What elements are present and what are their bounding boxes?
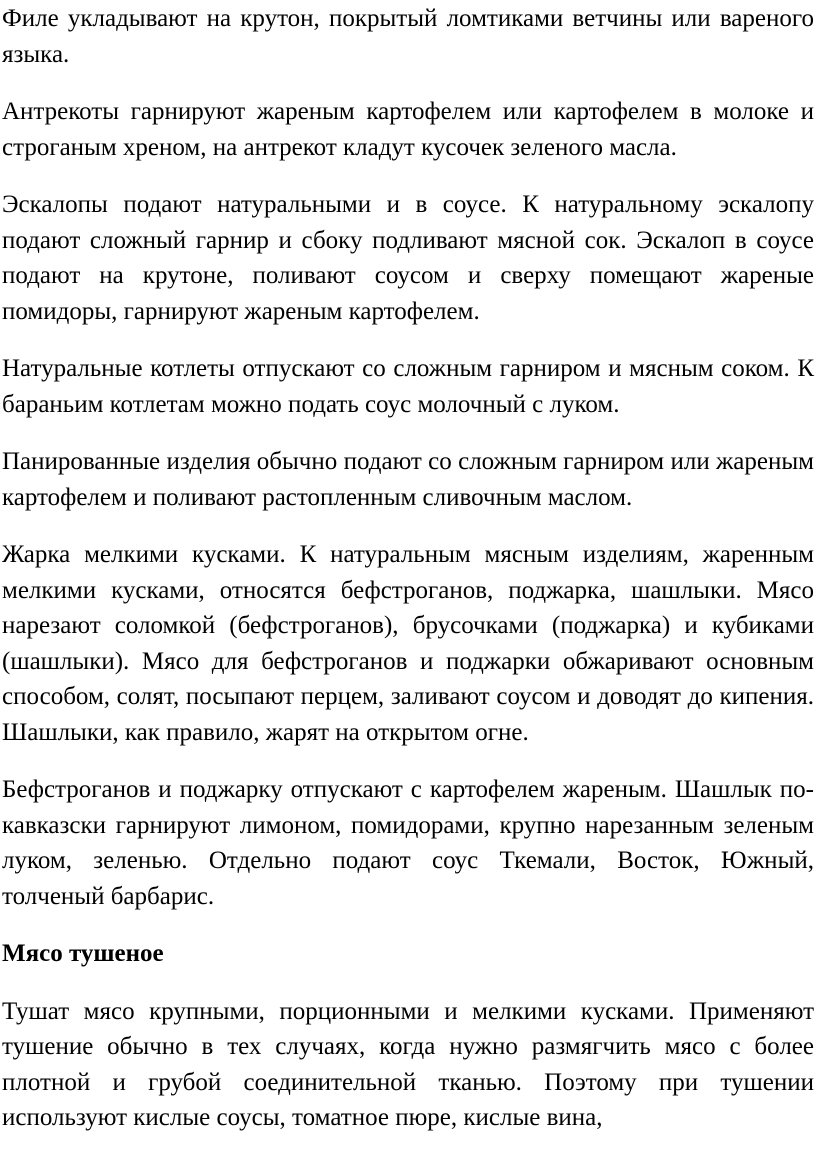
paragraph-eskalopy: Эскалопы подают натуральными и в соусе. К натуральному эскалопу подают сложный гарнир и сбоку подливают мясной сок. Эскалоп в соусе подают на крутоне, поливают соусом и сверху помещают жареные помидоры, гарнируют жареным картофелем.	[2, 191, 814, 325]
paragraph-zharka: Жарка мелкими кусками. К натуральным мясным изделиям, жаренным мелкими кусками, относятся бефстроганов, поджарка, шашлыки. Мясо нарезают соломкой (бефстроганов), брусочками (поджарка) и кубиками (шашлыки). Мясо для бефстроганов и поджарки обжаривают основным способом, солят, посыпают перцем, заливают соусом и доводят до кипения. Шашлыки, как правило, жарят на открытом огне.	[2, 541, 814, 746]
paragraph-tushat: Тушат мясо крупными, порционными и мелкими кусками. Применяют тушение обычно в тех случаях, когда нужно размягчить мясо с более плотной и грубой соединительной тканью. Поэтому при тушении используют кислые соусы, томатное пюре, кислые вина,	[2, 997, 814, 1131]
paragraph-antrekoty: Антрекоты гарнируют жареным картофелем или картофелем в молоке и строганым хреном, на антрекот кладут кусочек зеленого масла.	[2, 98, 814, 161]
paragraph-panirovannye: Панированные изделия обычно подают со сложным гарниром или жареным картофелем и поливают растопленным сливочным маслом.	[2, 448, 814, 511]
paragraph-file: Филе укладывают на крутон, покрытый ломтиками ветчины или вареного языка.	[2, 5, 814, 68]
section-heading: Мясо тушеное	[2, 940, 164, 967]
paragraph-befstroganov: Бефстроганов и поджарку отпускают с картофелем жареным. Шашлык по-кавказски гарнируют лимоном, помидорами, крупно нарезанным зеленым луком, зеленью. Отдельно подают соус Ткемали, Восток, Южный, толченый барбарис.	[2, 776, 814, 910]
paragraph-kotlety: Натуральные котлеты отпускают со сложным гарниром и мясным соком. К бараньим котлетам можно подать соус молочный с луком.	[2, 355, 814, 418]
